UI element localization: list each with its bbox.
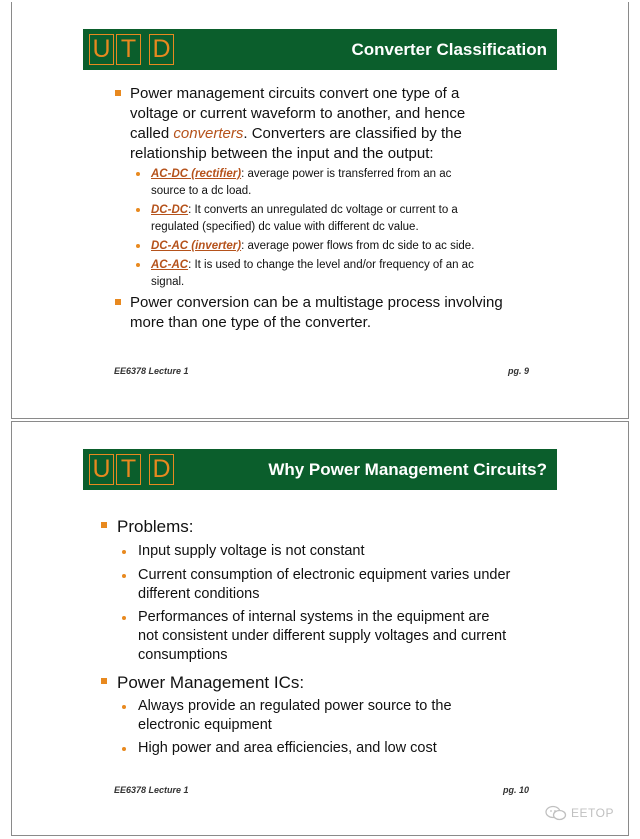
list-item-text: Performances of internal systems in the equipment are [138,609,490,625]
footer-page: pg. 9 [508,366,530,376]
list-item-text: electronic equipment [138,717,272,733]
text-span: . Converters are classified by the [243,125,462,142]
logo-letter: D [149,34,174,65]
sub-item-text: source to a dc load. [151,185,252,197]
logo-letter: U [89,454,114,485]
sub-bullet-icon [122,550,126,554]
square-bullet-icon [115,90,121,96]
sub-bullet-icon [122,747,126,751]
converter-term: AC-AC [151,259,189,271]
utd-logo [89,454,174,485]
sub-item-text [151,201,458,219]
sub-item-text [151,256,474,274]
list-item-text: consumptions [138,647,228,663]
text-span: called [130,125,174,142]
list-item-text: Input supply voltage is not constant [138,543,365,559]
sub-bullet-icon [136,208,140,212]
section-heading: Problems: [117,517,194,536]
eetop-watermark [545,804,614,822]
sub-bullet-icon [136,172,140,176]
footer-page: pg. 10 [503,785,530,795]
wechat-icon [545,805,567,821]
list-item-text: Always provide an regulated power source to the [138,698,452,714]
list-item-text: Current consumption of electronic equipment varies under [138,567,511,583]
bullet-text: Power conversion can be a multistage process involving [130,294,503,311]
bullet-text: more than one type of the converter. [130,314,371,331]
text-span: : It is used to change the level and/or frequency of an ac [188,259,474,271]
sub-bullet-icon [136,263,140,267]
text-span: : It converts an unregulated dc voltage or current to a [188,204,458,216]
sub-bullet-icon [122,705,126,709]
slide-why-power-management [11,421,629,836]
sub-item-text: regulated (specified) dc value with different dc value. [151,221,419,233]
slide-converter-classification [11,2,629,419]
logo-gap [143,34,147,65]
sub-item-text [151,165,451,183]
square-bullet-icon [115,299,121,305]
slide-header [83,29,557,70]
sub-bullet-icon [136,244,140,248]
slide-title: Converter Classification [351,40,547,59]
list-item-text: High power and area efficiencies, and low cost [138,740,437,756]
sub-bullet-icon [122,574,126,578]
square-bullet-icon [101,678,107,684]
slide-title: Why Power Management Circuits? [268,460,547,479]
utd-logo [89,34,174,65]
footer-course: EE6378 Lecture 1 [114,785,189,795]
converters-term: converters [173,125,244,142]
slide-header [83,449,557,490]
footer-course: EE6378 Lecture 1 [114,366,189,376]
bullet-text: relationship between the input and the output: [130,145,434,162]
logo-gap [143,454,147,485]
logo-letter: T [116,34,141,65]
section-heading: Power Management ICs: [117,673,305,692]
converter-term: DC-DC [151,204,189,216]
bullet-text: Power management circuits convert one type of a [130,85,460,102]
bullet-text [130,124,462,144]
list-item-text: not consistent under different supply voltages and current [138,628,507,644]
sub-bullet-icon [122,616,126,620]
square-bullet-icon [101,522,107,528]
sub-item-text [151,237,474,255]
watermark-text: EETOP [571,806,614,820]
sub-item-text: signal. [151,276,185,288]
logo-letter: D [149,454,174,485]
logo-letter: U [89,34,114,65]
logo-letter: T [116,454,141,485]
converter-term: DC-AC (inverter) [151,240,242,252]
text-span: : average power is transferred from an ac [241,168,452,180]
text-span: : average power flows from dc side to ac side. [241,240,475,252]
converter-term: AC-DC (rectifier) [151,168,242,180]
list-item-text: different conditions [138,586,260,602]
bullet-text: voltage or current waveform to another, and hence [130,105,466,122]
